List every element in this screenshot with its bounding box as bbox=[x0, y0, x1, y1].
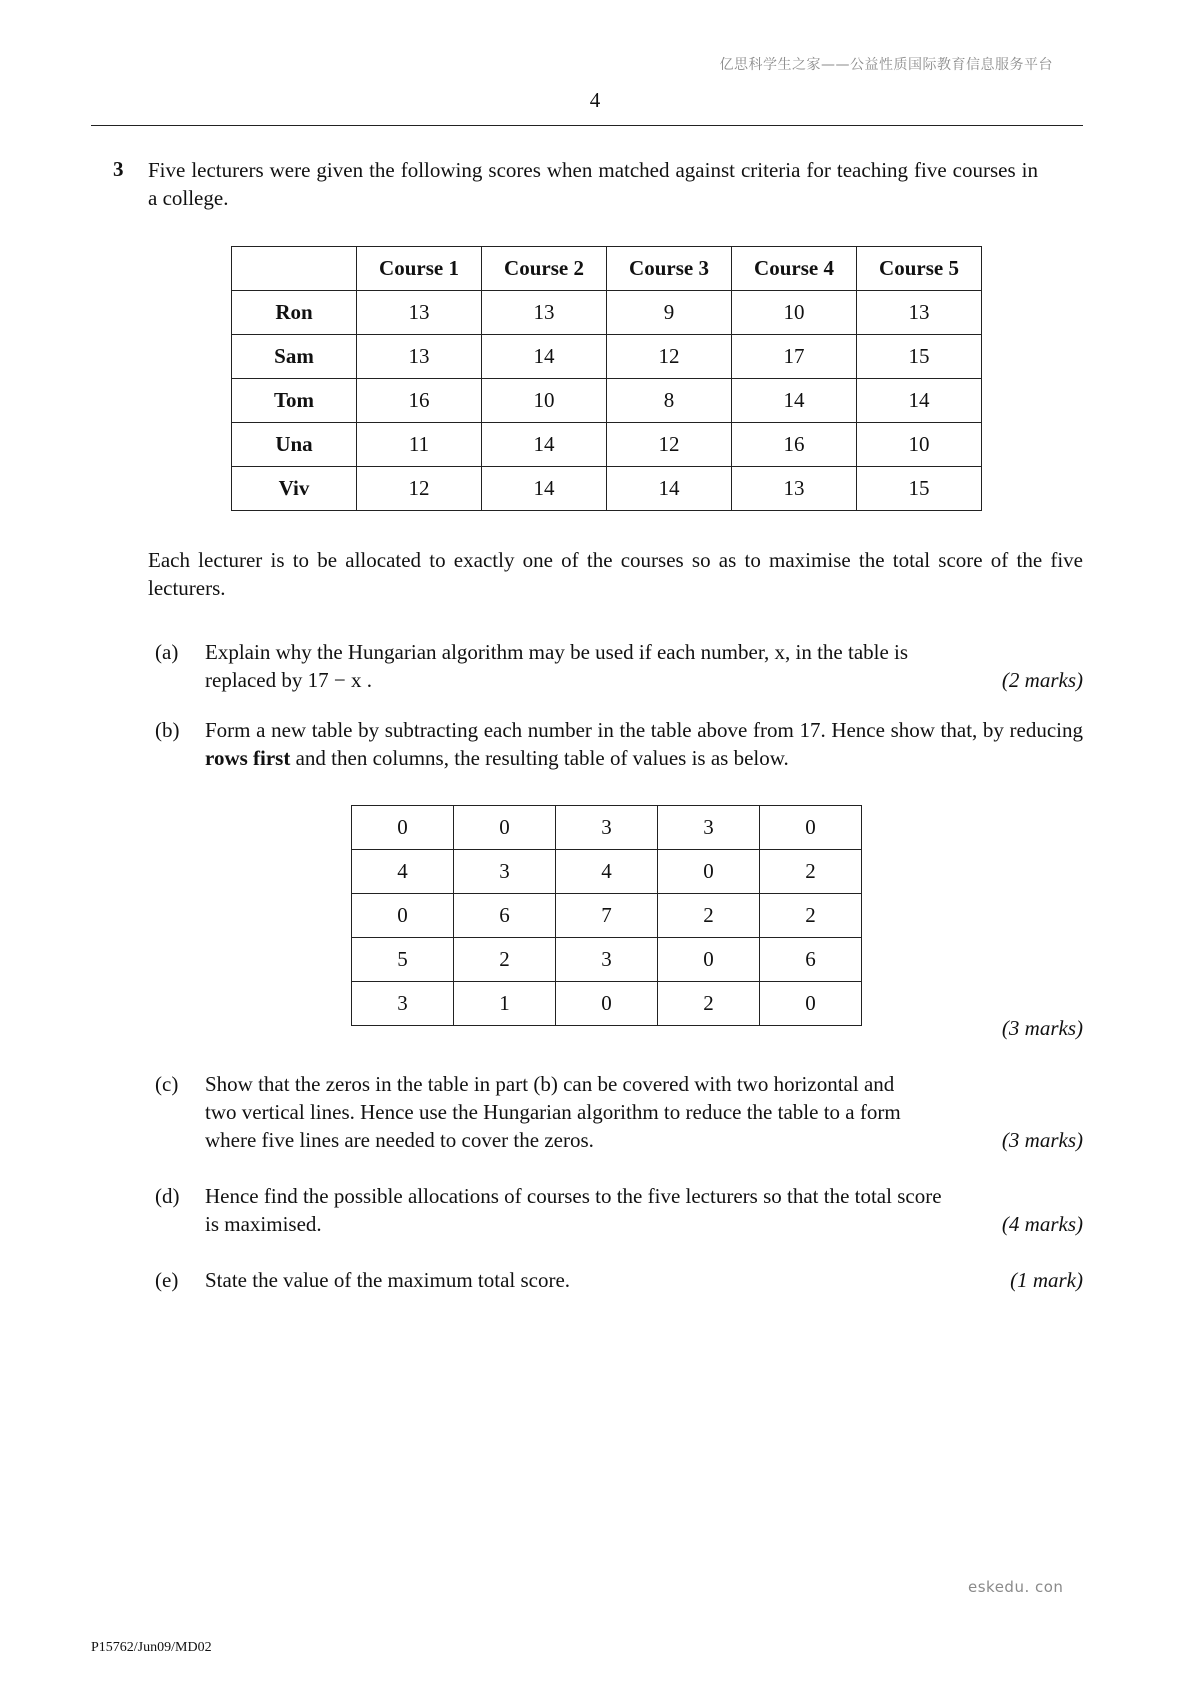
part-c-line3-row bbox=[205, 1126, 1083, 1154]
reduced-cell: 2 bbox=[454, 938, 556, 982]
score-cell: 13 bbox=[482, 291, 607, 335]
part-c-marks: (3 marks) bbox=[1001, 1128, 1083, 1152]
header-cell: Course 3 bbox=[607, 247, 732, 291]
score-cell: 16 bbox=[732, 423, 857, 467]
reduced-cell: 3 bbox=[454, 850, 556, 894]
part-e-marks: (1 mark) bbox=[1010, 1268, 1083, 1292]
score-cell: 8 bbox=[607, 379, 732, 423]
table-row bbox=[232, 423, 982, 467]
part-a-label: (a) bbox=[155, 640, 179, 664]
watermark: eskedu. con bbox=[968, 1578, 1064, 1596]
score-table bbox=[231, 246, 982, 511]
part-a-marks: (2 marks) bbox=[1001, 668, 1083, 692]
question-intro: Five lecturers were given the following scores when matched against criteria for teaching five courses in a college. bbox=[148, 158, 1038, 210]
score-cell: 14 bbox=[732, 379, 857, 423]
reduced-cell: 5 bbox=[352, 938, 454, 982]
score-cell: 11 bbox=[357, 423, 482, 467]
part-a-line2-row bbox=[205, 666, 1083, 694]
part-c-label: (c) bbox=[155, 1072, 179, 1096]
table-row bbox=[352, 894, 862, 938]
score-cell: 15 bbox=[857, 467, 982, 511]
score-cell: 15 bbox=[857, 335, 982, 379]
reduced-cell: 0 bbox=[556, 982, 658, 1026]
part-e-label: (e) bbox=[155, 1268, 179, 1292]
reduced-cell: 2 bbox=[760, 850, 862, 894]
site-header: 亿思科学生之家——公益性质国际教育信息服务平台 bbox=[719, 57, 1053, 73]
part-b-text-after: and then columns, the resulting table of values is as below. bbox=[295, 746, 789, 770]
reduced-table bbox=[351, 805, 862, 1026]
part-d-marks: (4 marks) bbox=[1001, 1212, 1083, 1236]
score-cell: 14 bbox=[482, 467, 607, 511]
part-d-line2: is maximised. bbox=[205, 1212, 322, 1236]
table-row bbox=[232, 335, 982, 379]
score-cell: 13 bbox=[357, 335, 482, 379]
lecturer-name: Una bbox=[232, 423, 357, 467]
part-b-bold: rows first bbox=[205, 746, 291, 770]
part-c-line2: two vertical lines. Hence use the Hungarian algorithm to reduce the table to a form bbox=[205, 1100, 901, 1124]
part-e-line1: State the value of the maximum total score. bbox=[205, 1268, 571, 1292]
reduced-cell: 0 bbox=[352, 806, 454, 850]
part-d-body bbox=[205, 1182, 1083, 1238]
table-row bbox=[232, 379, 982, 423]
table-row bbox=[232, 291, 982, 335]
reduced-cell: 7 bbox=[556, 894, 658, 938]
score-cell: 10 bbox=[732, 291, 857, 335]
reduced-cell: 3 bbox=[556, 806, 658, 850]
part-c-body bbox=[205, 1070, 1083, 1154]
part-a-line2: replaced by 17 − x . bbox=[205, 668, 372, 692]
reduced-cell: 0 bbox=[352, 894, 454, 938]
score-cell: 13 bbox=[732, 467, 857, 511]
reduced-cell: 0 bbox=[658, 850, 760, 894]
reduced-cell: 1 bbox=[454, 982, 556, 1026]
header-rule bbox=[91, 125, 1083, 126]
part-e-body bbox=[205, 1266, 1083, 1294]
part-a-line1: Explain why the Hungarian algorithm may be used if each number, x, in the table is bbox=[205, 640, 909, 664]
lecturer-name: Ron bbox=[232, 291, 357, 335]
reduced-cell: 3 bbox=[658, 806, 760, 850]
header-cell: Course 2 bbox=[482, 247, 607, 291]
reduced-cell: 0 bbox=[760, 806, 862, 850]
part-d-line2-row bbox=[205, 1210, 1083, 1238]
paper-code: P15762/Jun09/MD02 bbox=[91, 1640, 212, 1655]
lecturer-name: Viv bbox=[232, 467, 357, 511]
allocation-text: Each lecturer is to be allocated to exactly one of the courses so as to maximise the total score of the five lecturers. bbox=[148, 548, 1083, 600]
score-cell: 12 bbox=[607, 335, 732, 379]
table-row bbox=[232, 467, 982, 511]
lecturer-name: Tom bbox=[232, 379, 357, 423]
lecturer-name: Sam bbox=[232, 335, 357, 379]
part-c-line3: where five lines are needed to cover the zeros. bbox=[205, 1128, 594, 1152]
table-row bbox=[352, 938, 862, 982]
table-row bbox=[352, 806, 862, 850]
reduced-cell: 4 bbox=[352, 850, 454, 894]
score-cell: 9 bbox=[607, 291, 732, 335]
score-cell: 10 bbox=[482, 379, 607, 423]
score-cell: 13 bbox=[357, 291, 482, 335]
reduced-cell: 2 bbox=[658, 894, 760, 938]
score-cell: 14 bbox=[482, 335, 607, 379]
part-b-body bbox=[205, 716, 1083, 772]
reduced-cell: 3 bbox=[556, 938, 658, 982]
header-cell: Course 5 bbox=[857, 247, 982, 291]
header-cell: Course 4 bbox=[732, 247, 857, 291]
score-cell: 14 bbox=[857, 379, 982, 423]
part-c-line1: Show that the zeros in the table in part (b) can be covered with two horizontal and bbox=[205, 1072, 895, 1096]
score-cell: 17 bbox=[732, 335, 857, 379]
part-b-marks: (3 marks) bbox=[1001, 1016, 1083, 1040]
reduced-cell: 0 bbox=[454, 806, 556, 850]
header-cell bbox=[232, 247, 357, 291]
reduced-cell: 0 bbox=[760, 982, 862, 1026]
reduced-cell: 6 bbox=[454, 894, 556, 938]
part-d-label: (d) bbox=[155, 1184, 180, 1208]
reduced-cell: 4 bbox=[556, 850, 658, 894]
score-cell: 12 bbox=[607, 423, 732, 467]
header-cell: Course 1 bbox=[357, 247, 482, 291]
score-cell: 16 bbox=[357, 379, 482, 423]
reduced-cell: 0 bbox=[658, 938, 760, 982]
reduced-cell: 2 bbox=[658, 982, 760, 1026]
reduced-cell: 3 bbox=[352, 982, 454, 1026]
part-d-line1: Hence find the possible allocations of courses to the five lecturers so that the total score bbox=[205, 1184, 942, 1208]
page-number: 4 bbox=[589, 88, 601, 112]
score-cell: 14 bbox=[482, 423, 607, 467]
reduced-cell: 6 bbox=[760, 938, 862, 982]
part-b-label: (b) bbox=[155, 718, 180, 742]
score-cell: 12 bbox=[357, 467, 482, 511]
score-cell: 14 bbox=[607, 467, 732, 511]
score-cell: 13 bbox=[857, 291, 982, 335]
part-b-text-before: Form a new table by subtracting each number in the table above from 17. Hence show that, by reducing bbox=[205, 718, 1083, 742]
score-table-header-row bbox=[232, 247, 982, 291]
reduced-cell: 2 bbox=[760, 894, 862, 938]
table-row bbox=[352, 850, 862, 894]
part-a-body bbox=[205, 638, 1083, 694]
question-number: 3 bbox=[113, 157, 124, 181]
score-cell: 10 bbox=[857, 423, 982, 467]
